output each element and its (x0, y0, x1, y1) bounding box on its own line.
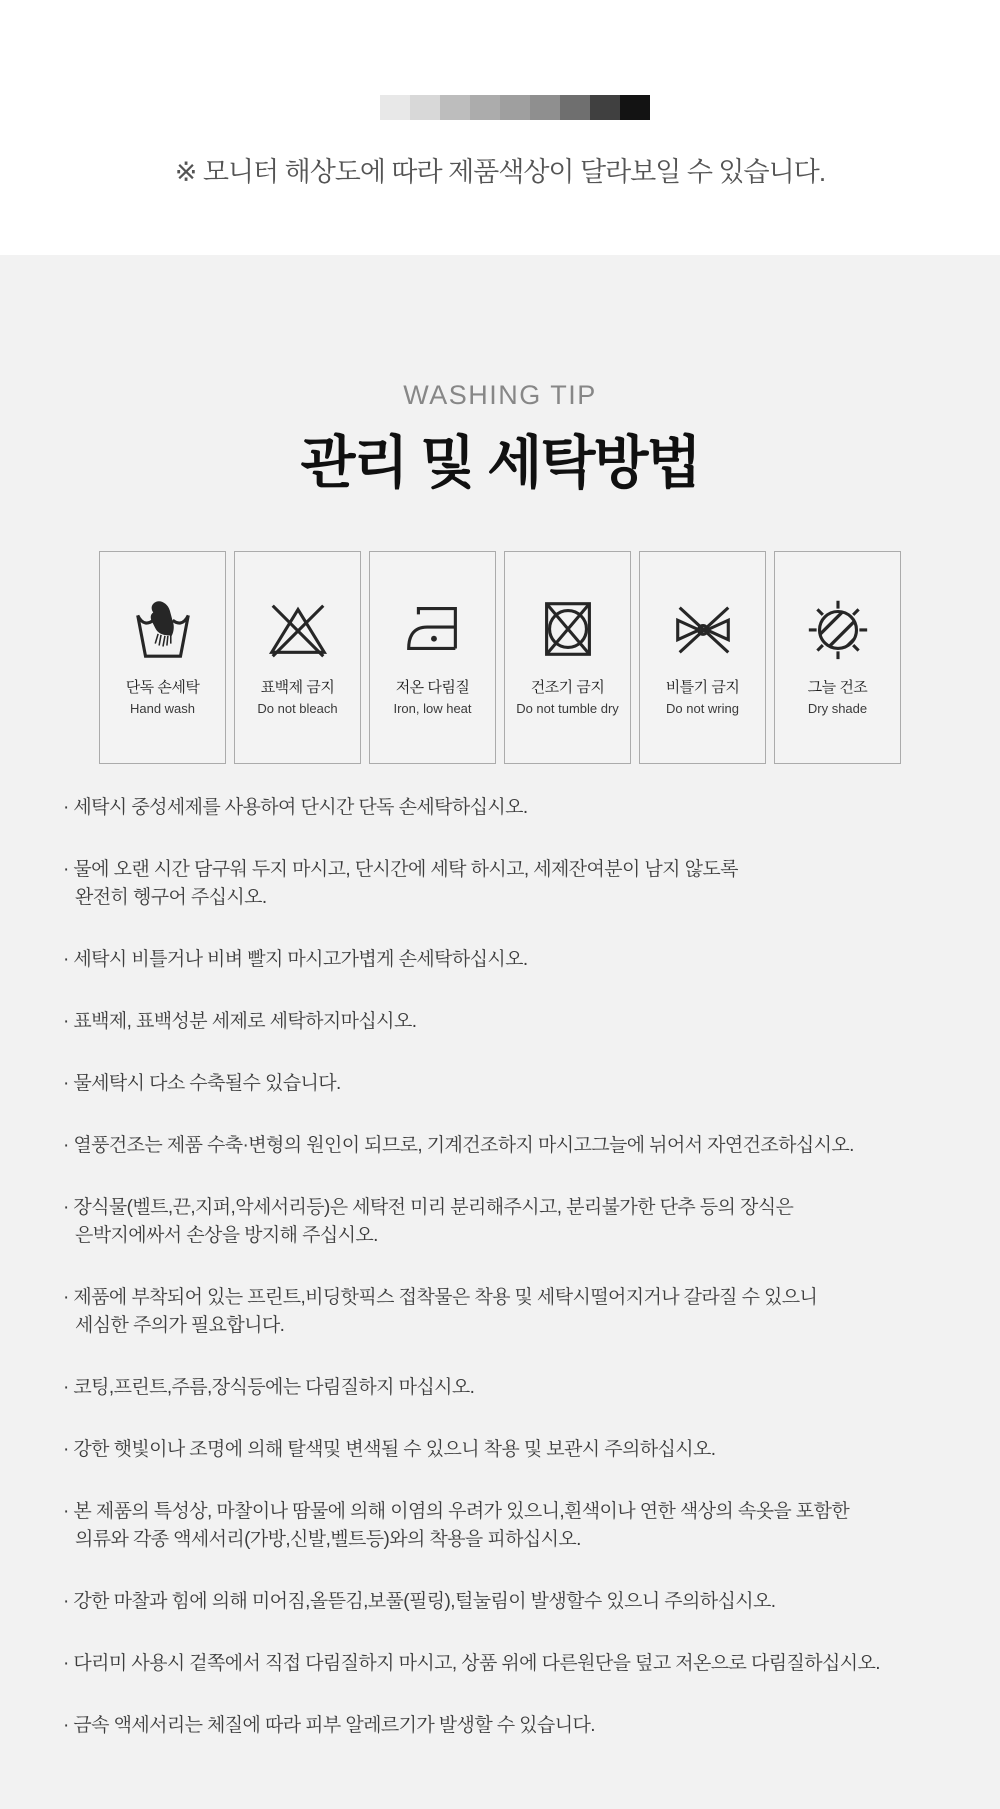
care-instruction-list (63, 794, 960, 1740)
care-label-en: Do not bleach (257, 701, 338, 716)
monitor-notice-section (0, 0, 1000, 255)
care-label-ko: 그늘 건조 (807, 679, 868, 696)
care-instruction (63, 1284, 960, 1340)
care-instruction (63, 1498, 960, 1554)
care-instruction (63, 1436, 960, 1464)
grayscale-cell (560, 95, 590, 120)
care-instruction (63, 1650, 960, 1678)
grayscale-cell (440, 95, 470, 120)
care-card-dry-shade (774, 551, 901, 764)
grayscale-cell (590, 95, 620, 120)
instruction-text: · 장식물(벨트,끈,지퍼,악세서리등)은 세탁전 미리 분리해주시고, 분리불가한 단추 등의 장식은 (63, 1197, 794, 1218)
care-instruction (63, 1374, 960, 1402)
care-instruction (63, 1588, 960, 1616)
washing-title: 관리 및 세탁방법 (300, 431, 700, 495)
washing-tip-eyebrow: WASHING TIP (403, 380, 597, 410)
grayscale-bar (350, 95, 650, 120)
instruction-text: · 열풍건조는 제품 수축·변형의 원인이 되므로, 기계건조하지 마시고그늘에 뉘어서 자연건조하십시오. (63, 1135, 854, 1156)
care-card-iron-low-heat (369, 551, 496, 764)
instruction-text: · 본 제품의 특성상, 마찰이나 땀물에 의해 이염의 우려가 있으니,흰색이나 연한 색상의 속옷을 포함한 (63, 1501, 850, 1522)
care-label-en: Do not tumble dry (516, 701, 619, 716)
care-instruction (63, 1070, 960, 1098)
care-instruction (63, 794, 960, 822)
care-label-en: Dry shade (807, 701, 868, 716)
iron-low-heat-icon (398, 594, 468, 664)
grayscale-cell (530, 95, 560, 120)
care-label-en: Hand wash (129, 701, 196, 716)
instruction-text: · 금속 액세서리는 체질에 따라 피부 알레르기가 발생할 수 있습니다. (63, 1715, 595, 1736)
instruction-text: · 제품에 부착되어 있는 프린트,비딩핫픽스 접착물은 착용 및 세탁시떨어지거나 갈라질 수 있으니 (63, 1287, 818, 1308)
instruction-text: · 물세탁시 다소 수축될수 있습니다. (63, 1073, 341, 1094)
care-label-en: Do not wring (666, 701, 739, 716)
dry-shade-icon (803, 594, 873, 664)
care-label-ko: 단독 손세탁 (125, 679, 200, 696)
instruction-text: · 강한 햇빛이나 조명에 의해 탈색및 변색될 수 있으니 착용 및 보관시 주의하십시오. (63, 1439, 716, 1460)
grayscale-cell (410, 95, 440, 120)
care-label-ko: 건조기 금지 (530, 679, 605, 696)
care-label-ko: 비틀기 금지 (665, 679, 740, 696)
care-card-hand-wash (99, 551, 226, 764)
grayscale-cell (470, 95, 500, 120)
care-label-en: Iron, low heat (393, 701, 472, 716)
instruction-text: · 코팅,프린트,주름,장식등에는 다림질하지 마십시오. (63, 1377, 475, 1398)
care-card-do-not-bleach (234, 551, 361, 764)
care-card-do-not-wring (639, 551, 766, 764)
hand-wash-icon (128, 594, 198, 664)
instruction-text: 은박지에싸서 손상을 방지해 주십시오. (75, 1225, 378, 1246)
care-label-ko: 저온 다림질 (395, 679, 470, 696)
instruction-text: 세심한 주의가 필요합니다. (75, 1315, 285, 1336)
care-instruction (63, 1194, 960, 1250)
care-label-ko: 표백제 금지 (260, 679, 335, 696)
do-not-bleach-icon (263, 594, 333, 664)
grayscale-cell (380, 95, 410, 120)
instruction-text: · 물에 오랜 시간 담구워 두지 마시고, 단시간에 세탁 하시고, 세제잔여분이 남지 않도록 (63, 859, 738, 880)
care-instruction (63, 856, 960, 912)
care-instruction (63, 946, 960, 974)
do-not-tumble-dry-icon (533, 594, 603, 664)
monitor-notice-text: ※ 모니터 해상도에 따라 제품색상이 달라보일 수 있습니다. (174, 157, 826, 187)
care-instruction (63, 1132, 960, 1160)
grayscale-cell (350, 95, 380, 120)
grayscale-cell (620, 95, 650, 120)
care-instruction (63, 1712, 960, 1740)
instruction-text: · 세탁시 비틀거나 비벼 빨지 마시고가볍게 손세탁하십시오. (63, 949, 528, 970)
washing-tip-section (0, 255, 1000, 1809)
instruction-text: 완전히 헹구어 주십시오. (75, 887, 267, 908)
care-symbol-cards (0, 551, 1000, 764)
grayscale-cell (500, 95, 530, 120)
care-instruction (63, 1008, 960, 1036)
instruction-text: · 강한 마찰과 힘에 의해 미어짐,올뜯김,보풀(필링),털눌림이 발생할수 있으니 주의하십시오. (63, 1591, 776, 1612)
instruction-text: 의류와 각종 액세서리(가방,신발,벨트등)와의 착용을 피하십시오. (75, 1529, 581, 1550)
instruction-text: · 다리미 사용시 겉쪽에서 직접 다림질하지 마시고, 상품 위에 다른원단을 덮고 저온으로 다림질하십시오. (63, 1653, 880, 1674)
instruction-text: · 세탁시 중성세제를 사용하여 단시간 단독 손세탁하십시오. (63, 797, 528, 818)
do-not-wring-icon (668, 594, 738, 664)
care-card-do-not-tumble-dry (504, 551, 631, 764)
instruction-text: · 표백제, 표백성분 세제로 세탁하지마십시오. (63, 1011, 417, 1032)
